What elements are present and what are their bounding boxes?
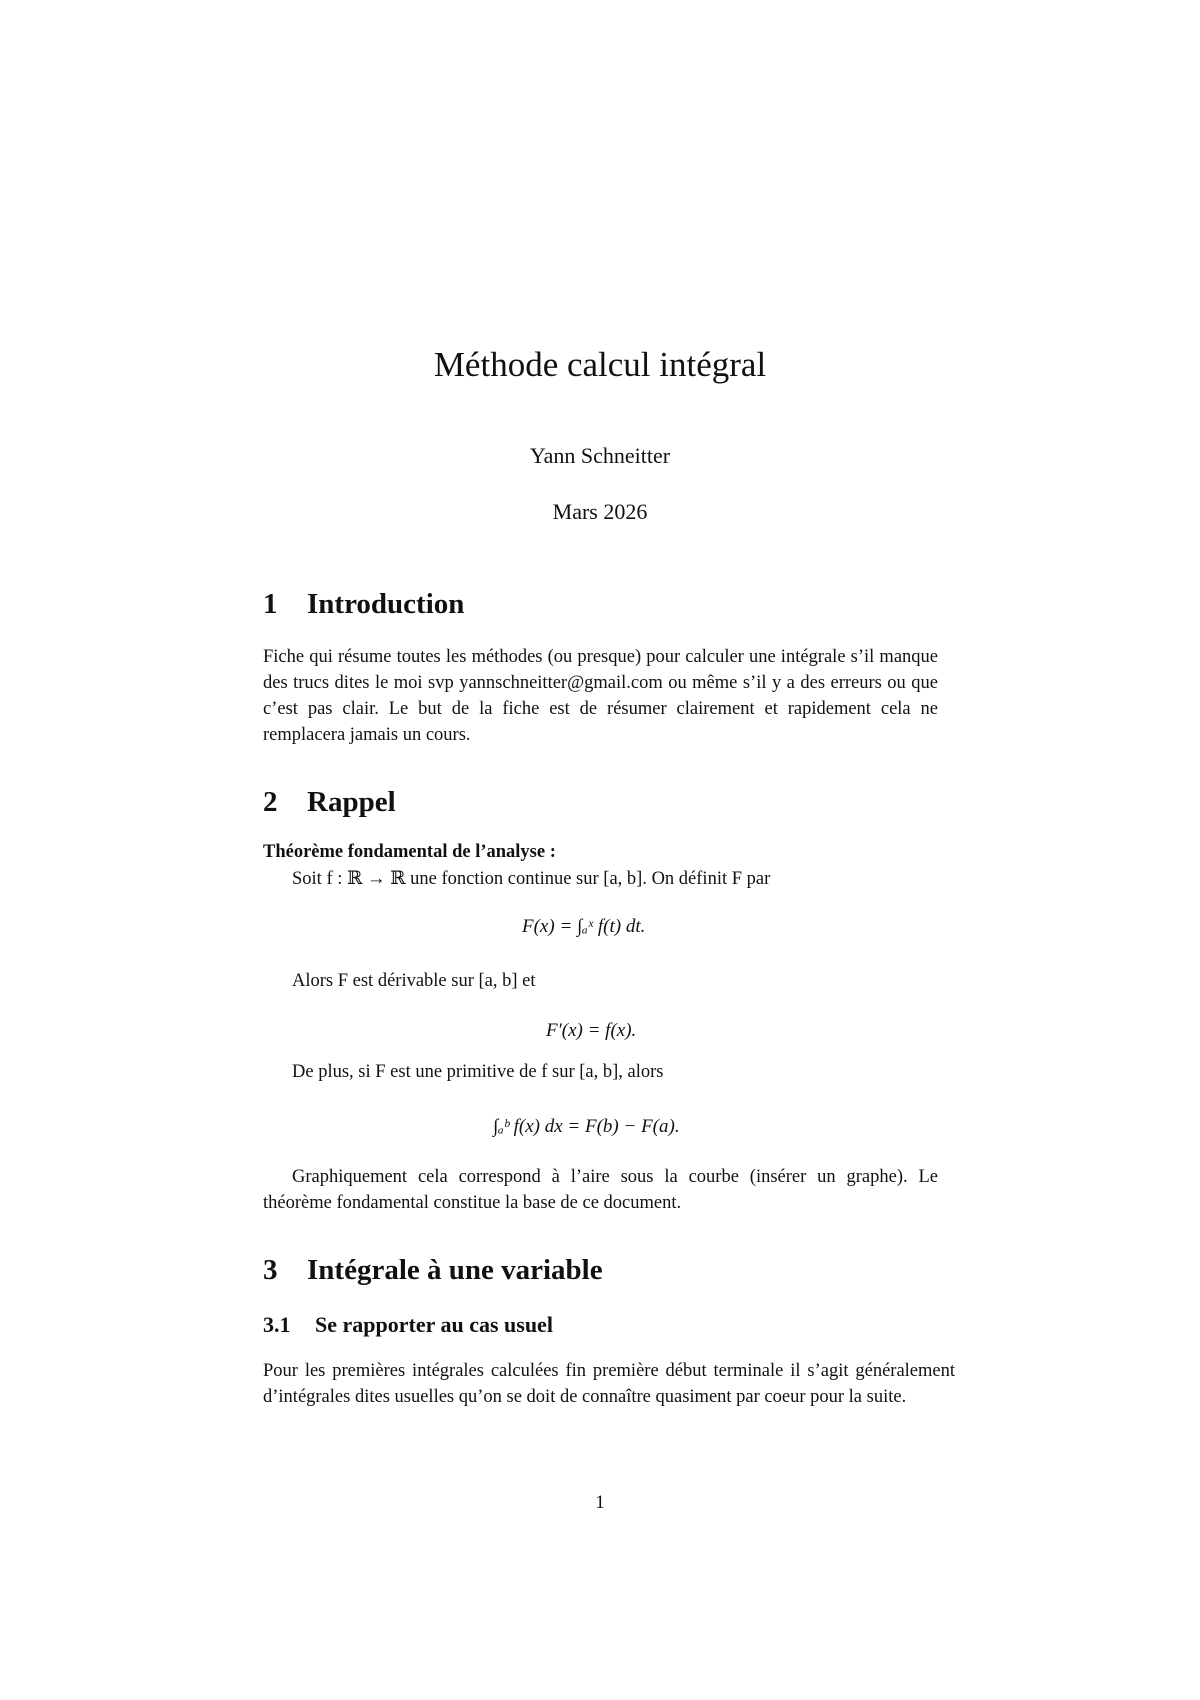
- theorem-line-2: Alors F est dérivable sur [a, b] et: [292, 971, 536, 991]
- page-number: 1: [595, 1492, 605, 1513]
- theorem-title: Théorème fondamental de l’analyse :: [263, 842, 556, 862]
- section-3-heading: [263, 1254, 603, 1287]
- section-title: Introduction: [307, 588, 465, 620]
- subsection-number: 3.1: [263, 1312, 291, 1337]
- equation-1: F(x) = ∫ₐˣ f(t) dt.: [522, 916, 646, 937]
- section-number: 2: [263, 786, 278, 818]
- section-number: 3: [263, 1254, 278, 1286]
- theorem-line-1: Soit f : ℝ → ℝ une fonction continue sur [a, b]. On définit F par: [292, 869, 771, 889]
- section-title: Rappel: [307, 786, 396, 818]
- document-author: Yann Schneitter: [529, 443, 671, 468]
- document-title: Méthode calcul intégral: [433, 345, 767, 384]
- section-1-paragraph: Fiche qui résume toutes les méthodes (ou presque) pour calculer une intégrale s’il manque des trucs dites le moi svp yannschneitter@gmail.com ou même s’il y a des erreurs ou que c’est pas clair. Le but de la fiche est de résumer clairement et rapidement cela ne remplacera jamais un cours.: [263, 647, 938, 745]
- section-3-paragraph: Pour les premières intégrales calculées fin première début terminale il s’agit généralement d’intégrales dites usuelles qu’on se doit de connaître quasiment par coeur pour la suite.: [263, 1361, 955, 1407]
- section-2-paragraph: Graphiquement cela correspond à l’aire sous la courbe (insérer un graphe). Le théorème fondamental constitue la base de ce document.: [263, 1167, 938, 1213]
- subsection-3-1-heading: [263, 1312, 553, 1338]
- equation-3: ∫ₐᵇ f(x) dx = F(b) − F(a).: [493, 1116, 680, 1137]
- section-title: Intégrale à une variable: [307, 1254, 603, 1286]
- theorem-line-3: De plus, si F est une primitive de f sur [a, b], alors: [292, 1062, 664, 1082]
- subsection-title: Se rapporter au cas usuel: [315, 1312, 553, 1337]
- equation-2: F′(x) = f(x).: [546, 1020, 637, 1041]
- section-2-heading: [263, 786, 396, 819]
- section-number: 1: [263, 588, 278, 620]
- section-1-heading: [263, 588, 464, 621]
- document-date: Mars 2026: [552, 499, 648, 524]
